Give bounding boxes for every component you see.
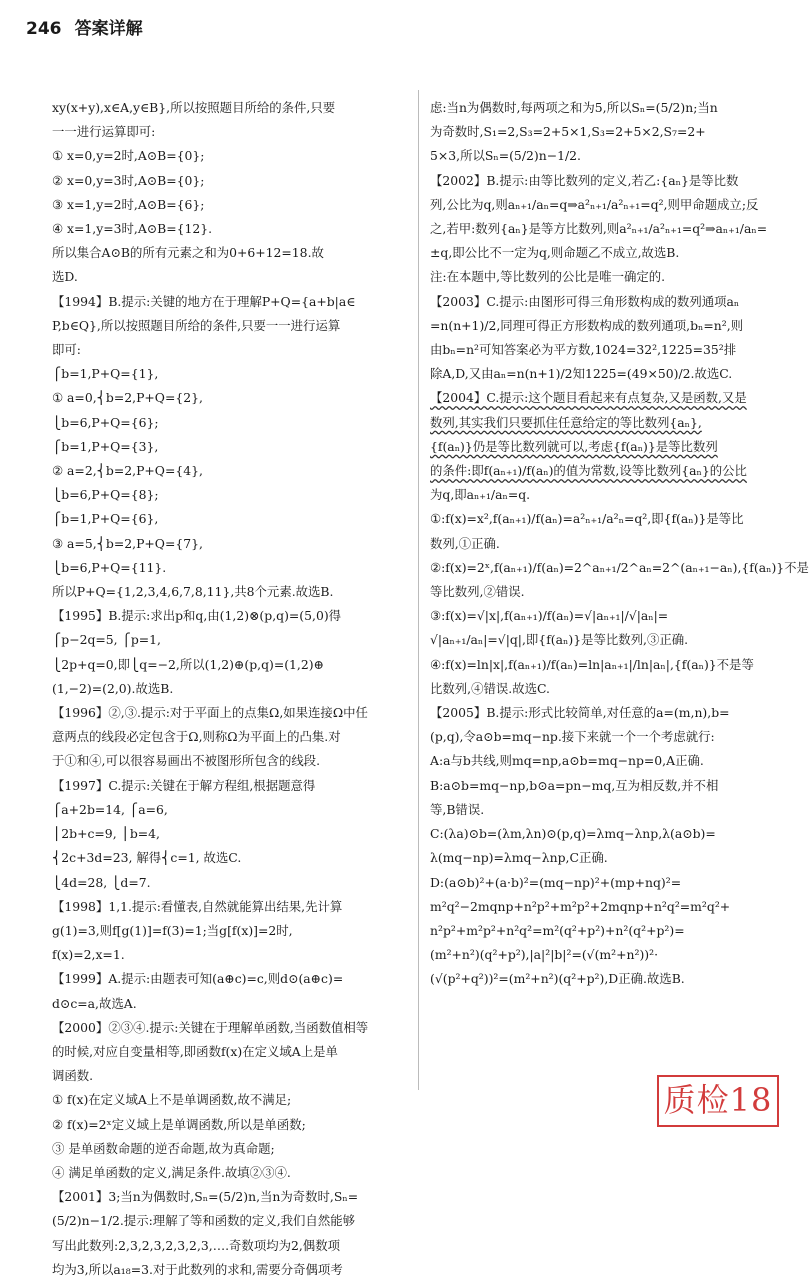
text-line: {f(aₙ)}仍是等比数列就可以,考虑{f(aₙ)}是等比数列 (430, 438, 718, 454)
text-line: g(1)=3,则f[g(1)]=f(3)=1;当g[f(x)]=2时, (52, 922, 293, 938)
text-line: 数列,其实我们只要抓住任意给定的等比数列{aₙ}, (430, 414, 702, 430)
text-line: 选D. (52, 269, 78, 285)
text-line: 于①和④,可以很容易画出不被图形所包含的线段. (52, 753, 321, 769)
text-line: 【1997】C.提示:关键在于解方程组,根据题意得 (52, 777, 316, 793)
text-line: 【2000】②③④.提示:关键在于理解单函数,当函数值相等 (52, 1019, 369, 1035)
text-line: ③:f(x)=√|x|,f(aₙ₊₁)/f(aₙ)=√|aₙ₊₁|/√|aₙ|= (430, 608, 669, 624)
text-line: ③ x=1,y=2时,A⊙B={6}; (52, 196, 205, 212)
text-line: 【1998】1,1.提示:看懂表,自然就能算出结果,先计算 (52, 898, 343, 914)
text-line: ④ 满足单函数的定义,满足条件.故填②③④. (52, 1164, 291, 1180)
text-line: (m²+n²)(q²+p²),|a|²|b|²=(√(m²+n²))²· (430, 947, 659, 963)
text-line: √|aₙ₊₁/aₙ|=√|q|,即{f(aₙ)}是等比数列,③正确. (430, 632, 689, 648)
text-line: C:(λa)⊙b=(λm,λn)⊙(p,q)=λmq−λnp,λ(a⊙b)= (430, 826, 716, 842)
text-line: 之,若甲:数列{aₙ}是等方比数列,则a²ₙ₊₁/a²ₙ₊₁=q²⇒aₙ₊₁/aₙ= (430, 221, 768, 237)
text-line: ⎧b=1,P+Q={6}, (52, 511, 159, 527)
text-line: 写出此数列:2,3,2,3,2,3,2,3,….奇数项均为2,偶数项 (52, 1237, 340, 1253)
text-line: 除A,D,又由aₙ=n(n+1)/2知1225=(49×50)/2.故选C. (430, 366, 733, 382)
text-line: 的条件:即f(aₙ₊₁)/f(aₙ)的值为常数,设等比数列{aₙ}的公比 (430, 463, 747, 479)
text-line: ②:f(x)=2ˣ,f(aₙ₊₁)/f(aₙ)=2^aₙ₊₁/2^aₙ=2^(aₙ₊₁−aₙ),{f(aₙ)}不是 (430, 559, 809, 575)
text-line: ⎩b=6,P+Q={11}. (52, 559, 167, 575)
text-line: m²q²−2mqnp+n²p²+m²p²+2mqnp+n²q²=m²q²+ (430, 898, 731, 914)
text-line: ①:f(x)=x²,f(aₙ₊₁)/f(aₙ)=a²ₙ₊₁/a²ₙ=q²,即{f(aₙ)}是等比 (430, 511, 744, 527)
text-line: 意两点的线段必定包含于Ω,则称Ω为平面上的凸集.对 (52, 729, 341, 745)
text-line: ② f(x)=2ˣ定义域上是单调函数,所以是单函数; (52, 1116, 306, 1132)
text-line: 【1994】B.提示:关键的地方在于理解P+Q={a+b|a∈ (52, 293, 356, 309)
page-title: 答案详解 (74, 19, 143, 39)
text-line: xy(x+y),x∈A,y∈B},所以按照题目所给的条件,只要 (52, 100, 336, 115)
page-number: 246 (26, 19, 62, 39)
text-line: ③ a=5,⎨b=2,P+Q={7}, (52, 535, 203, 551)
text-line: (p,q),令a⊙b=mq−np.接下来就一个一个考虑就行: (430, 729, 715, 745)
text-line: A:a与b共线,则mq=np,a⊙b=mq−np=0,A正确. (430, 753, 704, 769)
text-line: 调函数. (52, 1068, 94, 1084)
text-line: ① x=0,y=2时,A⊙B={0}; (52, 148, 205, 164)
text-line: ② a=2,⎨b=2,P+Q={4}, (52, 463, 203, 479)
text-line: ⎧p−2q=5, ⎧p=1, (52, 632, 161, 648)
text-line: 【2003】C.提示:由图形可得三角形数构成的数列通项aₙ (430, 293, 740, 309)
text-line: 【2005】B.提示:形式比较简单,对任意的a=(m,n),b= (430, 705, 730, 721)
text-line: ⎩4d=28, ⎩d=7. (52, 874, 151, 890)
text-line: ⎧b=1,P+Q={3}, (52, 438, 159, 454)
text-line: D:(a⊙b)²+(a·b)²=(mq−np)²+(mp+nq)²= (430, 874, 682, 890)
text-line: P,b∈Q},所以按照题目所给的条件,只要一一进行运算 (52, 317, 341, 333)
text-line: =n(n+1)/2,同理可得正方形数构成的数列通项,bₙ=n²,则 (430, 317, 744, 333)
text-line: 所以P+Q={1,2,3,4,6,7,8,11},共8个元素.故选B. (52, 584, 334, 600)
text-line: 等,B错误. (430, 801, 485, 817)
text-line: 列,公比为q,则aₙ₊₁/aₙ=q⇒a²ₙ₊₁/a²ₙ₊₁=q²,则甲命题成立;反 (430, 196, 759, 212)
text-line: 由bₙ=n²可知答案必为平方数,1024=32²,1225=35²排 (430, 342, 737, 358)
text-line: (1,−2)=(2,0).故选B. (52, 680, 174, 696)
text-line: 均为3,所以a₁₈=3.对于此数列的求和,需要分奇偶项考 (52, 1261, 343, 1277)
text-line: 所以集合A⊙B的所有元素之和为0+6+12=18.故 (52, 245, 324, 261)
text-line: 数列,①正确. (430, 535, 500, 551)
page-header (26, 14, 786, 44)
text-line: (√(p²+q²))²=(m²+n²)(q²+p²),D正确.故选B. (430, 971, 685, 987)
text-line: ⎩2p+q=0,即⎩q=−2,所以(1,2)⊕(p,q)=(1,2)⊕ (52, 656, 324, 672)
text-line: ④ x=1,y=3时,A⊙B={12}. (52, 221, 213, 237)
text-line: ⎧a+2b=14, ⎧a=6, (52, 801, 168, 817)
text-line: 注:在本题中,等比数列的公比是唯一确定的. (430, 269, 666, 285)
text-line: 比数列,④错误.故选C. (430, 680, 550, 696)
text-line: ±q,即公比不一定为q,则命题乙不成立,故选B. (430, 245, 680, 261)
text-line: 为奇数时,S₁=2,S₃=2+5×1,S₃=2+5×2,S₇=2+ (430, 124, 706, 140)
text-line: 【2004】C.提示:这个题目看起来有点复杂,又是函数,又是 (430, 390, 747, 406)
text-line: 5×3,所以Sₙ=(5/2)n−1/2. (430, 148, 581, 164)
text-line: λ(mq−np)=λmq−λnp,C正确. (430, 850, 608, 866)
text-line: ① f(x)在定义域A上不是单调函数,故不满足; (52, 1092, 292, 1108)
text-line: ② x=0,y=3时,A⊙B={0}; (52, 172, 205, 188)
text-line: ⎩b=6,P+Q={8}; (52, 487, 159, 503)
text-line: 【1999】A.提示:由题表可知(a⊕c)=c,则d⊙(a⊕c)= (52, 971, 344, 987)
quality-check-stamp: 质检18 (657, 1075, 779, 1127)
text-line: ① a=0,⎨b=2,P+Q={2}, (52, 390, 203, 406)
text-line: 即可: (52, 342, 81, 358)
text-line: 【1995】B.提示:求出p和q,由(1,2)⊗(p,q)=(5,0)得 (52, 608, 342, 624)
text-line: (5/2)n−1/2.提示:理解了等和函数的定义,我们自然能够 (52, 1213, 355, 1229)
text-line: ⎨2c+3d=23, 解得⎨c=1, 故选C. (52, 850, 242, 866)
text-line: ⎩b=6,P+Q={6}; (52, 414, 159, 430)
right-column (430, 96, 809, 992)
text-line: ⎪2b+c=9, ⎪b=4, (52, 826, 161, 842)
text-line: d⊙c=a,故选A. (52, 995, 137, 1011)
text-line: 一一进行运算即可: (52, 124, 156, 140)
text-line: n²p²+m²p²+n²q²=m²(q²+p²)+n²(q²+p²)= (430, 922, 685, 938)
column-divider (418, 90, 419, 1090)
text-line: f(x)=2,x=1. (52, 947, 125, 963)
text-line: ④:f(x)=ln|x|,f(aₙ₊₁)/f(aₙ)=ln|aₙ₊₁|/ln|aₙ|,{f(aₙ)}不是等 (430, 656, 754, 672)
left-column (52, 96, 407, 1282)
text-line: B:a⊙b=mq−np,b⊙a=pn−mq,互为相反数,并不相 (430, 777, 719, 793)
text-line: 等比数列,②错误. (430, 584, 525, 600)
text-line: 【2001】3;当n为偶数时,Sₙ=(5/2)n,当n为奇数时,Sₙ= (52, 1189, 359, 1205)
text-line: ③ 是单函数命题的逆否命题,故为真命题; (52, 1140, 275, 1156)
text-line: 【1996】②,③.提示:对于平面上的点集Ω,如果连接Ω中任 (52, 705, 368, 721)
text-line: ⎧b=1,P+Q={1}, (52, 366, 159, 382)
text-line: 虑:当n为偶数时,每两项之和为5,所以Sₙ=(5/2)n;当n (430, 100, 718, 115)
text-line: 为q,即aₙ₊₁/aₙ=q. (430, 487, 531, 503)
text-line: 的时候,对应自变量相等,即函数f(x)在定义域A上是单 (52, 1043, 338, 1059)
text-line: 【2002】B.提示:由等比数列的定义,若乙:{aₙ}是等比数 (430, 172, 739, 188)
